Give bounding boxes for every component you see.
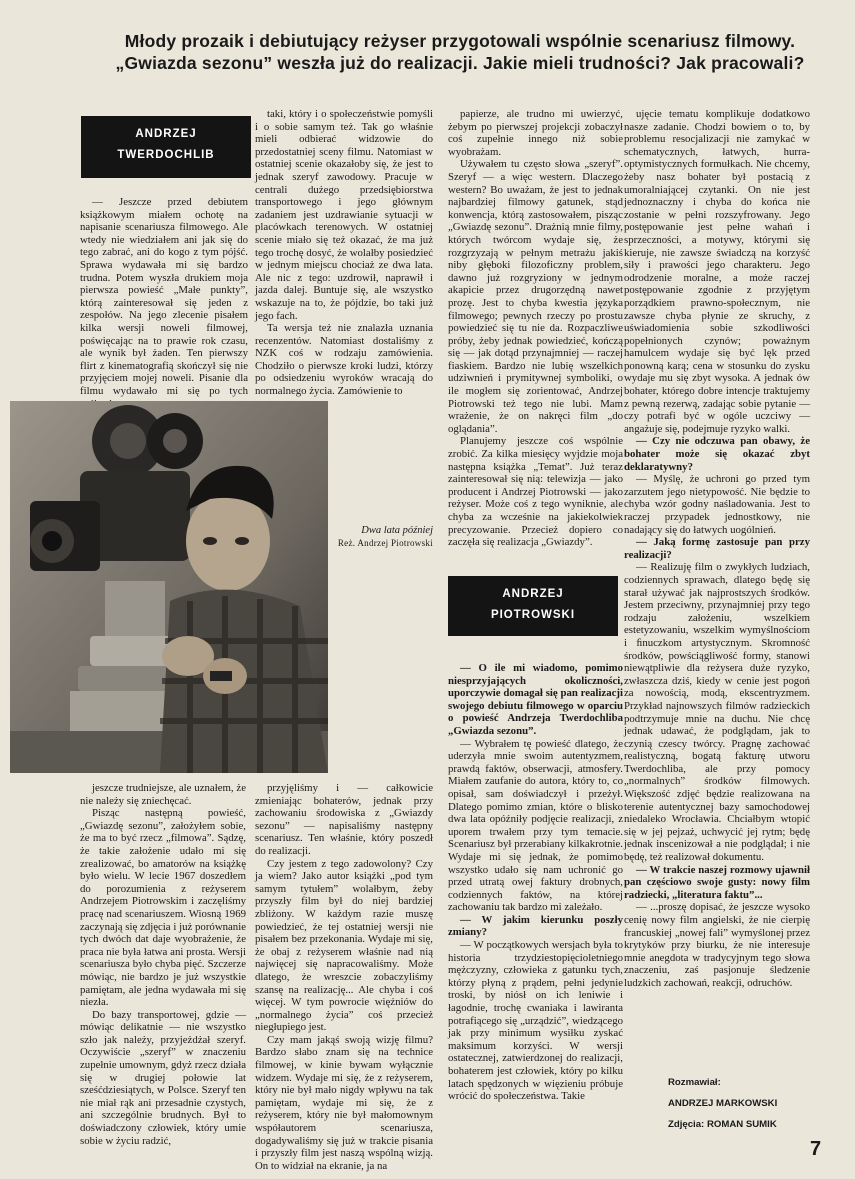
director-name-box (448, 576, 618, 636)
photo-caption (333, 525, 433, 549)
headline (80, 30, 840, 74)
credits (668, 1072, 818, 1135)
article-paragraph: Pisząc następną powieść, „Gwiazdę sezonu”, założyłem sobie, że ma to być rzecz „filmowa”. Sądzę, że takie założenie udało mi się zrealizować, bo amatorów na książkę było wielu. W lecie 1967 doszedłem do porozumienia z reżyserem Andrzejem Piotrowskim i zaczęliśmy pracę nad scenariuszem. Wiosną 1969 zaczynają się zdjęcia i już porównanie tych dwóch dat daje wyobrażenie, że praca nie była łatwa ani prosta. Wersji scenariusza było chyba pięć. Szczerze mówiąc, nie bardzo je już wszystkie pamiętam, ale jedna wydawała mi się niezła. (80, 807, 246, 1009)
article-paragraph: Czy jestem z tego zadowolony? Czy ja wiem? Jako autor książki „pod tym samym tytułem” wolałbym, żeby przyszły film był do niej bardziej zbliżony. W każdym razie muszę powiedzieć, że tej ostatniej wersji nie pisałem bez przekonania. Wydaje mi się, że obaj z reżyserem właśnie nad nią najwięcej się napracowaliśmy. Może dlatego, że wreszcie zobaczyliśmy szansę na realizację... Ale chyba i coś więcej. W tym powrocie więźniów do „normalnego życia” coś przecież niegłupiego jest. (255, 857, 433, 1034)
author-first-name: ANDRZEJ (135, 128, 197, 140)
headline-line-2: „Gwiazda sezonu” weszła już do realizacji. Jakie mieli trudności? Jak pracowali? (115, 53, 805, 73)
interview-question: — W jakim kierunku poszły zmiany? (448, 913, 623, 939)
article-paragraph: Czy mam jakąś swoją wizję filmu? Bardzo słabo znam się na technice filmowej, w kinie bywam wyłącznie widzem. Wydaje mi się, że z reżyserem, który nie był mało nigdy wpływu na tak pamiętam, wydaje mi się, że z reżyserem, który nie był małomownym współautorem scenariusza, dogadywaliśmy się już w trakcie pisania i przyszły film jest naszą wspólną wizją. On to widział na ekranie, ja na (255, 1033, 433, 1172)
page-number: 7 (810, 1138, 822, 1160)
article-paragraph: ujęcie tematu komplikuje dodatkowo nasze zadanie. Chodzi bowiem o to, by problemu resocjalizacji nie zamykać w schematycznych, łatwych, hurra-optymistycznych formułkach. Nie chcemy, żeby nasz bohater był postacią z umoralniającej czytanki. On nie jest jednoznaczny i chyba do końca nie zostanie w pełni rozszyfrowany. Jego postępowanie jest pełne wahań i sprzeczności, a motywy, którymi się kieruje, nie zawsze świadczą na korzyść siły i prawości jego charakteru. Jego odrodzenie moralne, a może raczej postępowanie zgodnie z przyjętym porządkiem prawno-społecznym, nie zawsze chyba płynie ze skruchy, z uświadomienia sobie szkodliwości popełnionych czynów; poważnym hamulcem wydaje się być lęk przed ponowną karą; cena w stosunku do zysku wydaje mu się zbyt wysoka. A jednak ów bohater, którego dobre intencje traktujemy z pewną rezerwą, zadając sobie pytanie — czy potrafi być w ogóle uczciwy — angażuje się, podejmuje ryzyko walki. (624, 108, 810, 435)
interviewer-name: ANDRZEJ MARKOWSKI (668, 1098, 778, 1109)
column-3-top (448, 108, 623, 560)
interview-label: Rozmawiał: (668, 1077, 721, 1088)
column-2-top (255, 108, 433, 398)
article-paragraph: Używałem tu często słowa „szeryf”. Szeryf — a więc western. Dlaczego western? Bo uważam, że jest to jednak najbardziej filmowy gatunek, stąd konwencja, którą zastosowałem, pisząc „Gwiazdę sezonu”. Drażnią mnie filmy, których twórcom wydaje się, że rozgrzyzają w pełnym metrażu jakiś niby głęboki filozoficzny problem, dawno już rozgryziony w jednym akapicie przez drugorzędną nawet prozę. Jest to chyba kwestia języka filmowego; pewnych rzeczy po prostu powiedzieć się tu nie da. Rozpaczliwe próby, żeby jednak powiedzieć, kończą się — jak dotąd przynajmniej — raczej fiaskiem. Bardzo nie lubię wszelkich udziwnień i prymitywnej symboliki, o ile mogłem się zorientować, Andrzej Piotrowski też tego nie lubi. Mam wrażenie, że on nakręci film „do oglądania”. (448, 158, 623, 435)
photos-label: Zdjęcia: (668, 1119, 705, 1130)
article-paragraph: Ta wersja też nie znalazła uznania recenzentów. Natomiast dostaliśmy z NZK coś w rodzaju zamówienia. Chodziło o pierwsze kroki ludzi, którzy po odsiedzeniu wyroków wracają do normalnego życia. Zamówienie to (255, 322, 433, 398)
interview-question: — Czy nie odczuwa pan obawy, że bohater może się okazać zbyt deklaratywny? (624, 435, 810, 473)
article-paragraph: taki, który i o społeczeństwie pomyśli i o sobie samym też. Tak go właśnie mieli odbierać widzowie do przedostatniej sceny filmu. Natomiast w ostatniej scenie okazałoby się, że jest to jednak szeryf zawodowy. Pracuje w centrali dużego przedsiębiorstwa transportowego i jego głównym zadaniem jest uzdrawianie sytuacji w placówkach terenowych. W ostatniej scenie miało się też okazać, że ma już tego trochę dosyć, że wolałby posiedzieć w jednym miejscu chociaż ze dwa lata. Ale nic z tego: uzdrowił, naprawił i jazda dalej. Buntuje się, ale wszystko wskazuje na to, że pójdzie, bo taki już jego fach. (255, 108, 433, 322)
interview-question: — O ile mi wiadomo, pomimo niesprzyjających okoliczności, uporczywie domagał się pan realizacji swojego debiutu filmowego w oparciu o powieść Andrzeja Twerdochliba „Gwiazda sezonu”. (448, 662, 623, 737)
article-paragraph: — Myślę, że uchroni go przed tym zarzutem jego nietypowość. Nie będzie to chyba wzór godny naśladowania. Jest to raczej przypadek jednostkowy, nie nadający się do łatwych uogólnień. (624, 473, 810, 536)
director-last-name: PIOTROWSKI (490, 609, 576, 621)
author-last-name: TWERDOCHLIB (117, 149, 215, 161)
article-paragraph: przyjęliśmy i — całkowicie zmieniając bohaterów, jednak przy zachowaniu środowiska z „Gwiazdy sezonu” — napisaliśmy następny scenariusz. Ten właśnie, który poszedł do realizacji. (255, 782, 433, 857)
author-name-box (81, 116, 251, 178)
headline-line-1: Młody prozaik i debiutujący reżyser przygotowali wspólnie scenariusz filmowy. (124, 31, 796, 51)
caption-credit: Reż. Andrzej Piotrowski (337, 538, 433, 548)
caption-text: Dwa lata później (361, 525, 433, 536)
interview-question: — W trakcie naszej rozmowy ujawnił pan częściowo swoje gusty: nowy film radziecki, „literatura faktu”... (624, 863, 810, 901)
article-paragraph: Planujemy jeszcze coś wspólnie zrobić. Za kilka miesięcy wyjdzie moja następna książka „Temat”. Już teraz zainteresował się nią: telewizja — jako producent i Andrzej Piotrowski — jako reżyser. Może coś z tego wyniknie, ale chyba za wcześnie na jakiekolwiek precyzowanie. Przecież dopiero co zaczęła się realizacja „Gwiazdy”. (448, 435, 623, 549)
article-paragraph: — Jeszcze przed debiutem książkowym miałem ochotę na napisanie scenariusza filmowego. Ale wtedy nie wiedziałem ani jak się do tego zabrać, ani do kogo z tym pójść. Sprawa wydawała mi się bardzo trudna. Potem wyszła drukiem moja pierwsza powieść „Małe punkty”, którą zainteresował się jeden z zespołów. Na jego zlecenie pisałem kilka wersji noweli filmowej, poświęcając na to prawie rok czasu, ale wynik był żaden. Ten pierwszy flirt z kinematografią skończył się nie przyjęciem mojej noweli. Pisanie dla filmu wydawało mi się po tych (80, 196, 248, 397)
column-4 (624, 108, 810, 1068)
article-paragraph: — ...proszę dopisać, że jeszcze wysoko cenię nowy film angielski, że nie cierpię francuskiej „nowej fali” wymyślonej przez krytyków przy biurku, że nie interesuje mnie anegdota w tradycyjnym tego słowa znaczeniu, zaś pasjonuje śledzenie ludzkich zachowań, reakcji, odruchów. (624, 901, 810, 989)
column-2-bottom (255, 782, 433, 1172)
article-paragraph: jeszcze trudniejsze, ale uznałem, że nie należy się zniechęcać. (80, 782, 246, 807)
article-paragraph: Do bazy transportowej, gdzie — mówiąc delikatnie — nie wszystko szło jak należy, przyjeżdżał szeryf. Oczywiście „szeryf” w znaczeniu zupełnie umownym, gdyż rzecz działa się w drugiej połowie lat sześćdziesiątych, w Polsce. Szeryf ten nie miał rąk ani przesadnie czystych, ani szczególnie brudnych. Był to doświadczony człowiek, który umie sobie w życiu radzić, (80, 1008, 246, 1147)
article-paragraph: — Realizuję film o zwykłych ludziach, codziennych sprawach, dlatego będę się starał używać jak najprostszych środków. Jestem przeciwny, przynajmniej przy tego rodzaju założeniu, wszelkiem estetyzowaniu, wszelkim wymyślnościom i ﬁnuczkom artystycznym. Skromność środków, powściągliwość formy, stanowi niewątpliwie dla reżysera duże ryzyko, zwłaszcza dziś, kiedy w cenie jest pogoń za nowością, modą, ekscentryzmem. Przykład najnowszych filmów radzieckich podtrzymuje mnie na duchu. Nie chcę jednak udawać, że podglądam, jak to czynią czescy twórcy. Pragnę zachować realistyczną, bogatą fakturę utworu Twerdochliba, ale przy pomocy „normalnych” środków filmowych. Większość zdjęć będzie realizowana na terenie autentycznej bazy samochodowej niedaleko Wrocławia. Chciałbym wtopić się w jej pejzaż, uchwycić jej rytm; będę jednak inscenizował a nie podglądał; i nie będę, też realizował dokumentu. (624, 561, 810, 864)
director-first-name: ANDRZEJ (502, 588, 564, 600)
interview-question: — Jaką formę zastosuje pan przy realizacji? (624, 536, 810, 561)
director-with-camera-photo (10, 401, 328, 773)
photographer-name: ROMAN SUMIK (706, 1119, 777, 1130)
column-1-top (80, 196, 248, 397)
column-3-bottom (448, 662, 623, 1137)
article-paragraph: papierze, ale trudno mi uwierzyć, żebym po pierwszej projekcji zobaczył coś zupełnie innego niż sobie wyobrażam. (448, 108, 623, 158)
article-paragraph: — W początkowych wersjach była to historia trzydziestopięcioletniego mężczyzny, człowieka z gatunku tych, którzy płyną z prądem, pełni jedynie troski, by niósł on ich leniwie i łagodnie, trochę cwaniaka i lawiranta potrafiącego się „urządzić”, wiedzącego jak przy minimum wysiłku zyskać maksimum korzyści. W wersji ostatecznej, zatwierdzonej do realizacji, bohaterem jest człowiek, który po kilku latach spędzonych w więzieniu próbuje wrócić do społeczeństwa. Takie (448, 939, 623, 1103)
column-1-bottom (80, 782, 246, 1147)
article-paragraph: — Wybrałem tę powieść dlatego, że uderzyła mnie swoim autentyzmem, prawdą faktów, obserwacji, atmosfery. Miałem zaufanie do autora, który to, co opisał, sam doświadczył i przeżył. Dlatego pomimo zmian, które o blisko dwa lata opóźniły podjęcie realizacji, z uporem trwałem przy tym temacie. Scenariusz był przerabiany kilkakrotnie. Wydaje mi się jednak, że pomimo wszystko udało się nam uchronić go przed utratą owej faktury drobnych, codziennych faktów, na której zachowaniu tak bardzo mi zależało. (448, 737, 623, 914)
